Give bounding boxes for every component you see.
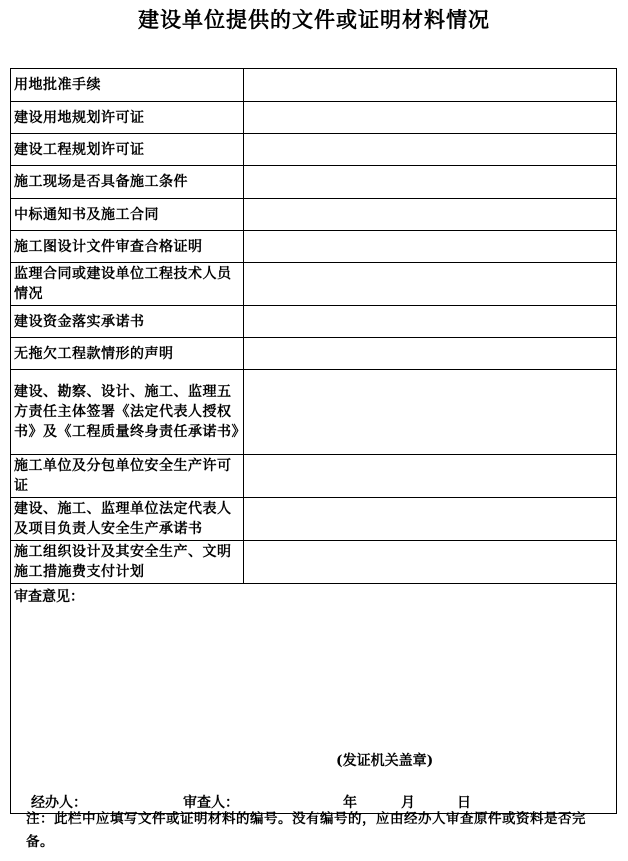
reviewer-label: 审查人：: [183, 795, 239, 811]
review-opinion-label: 审查意见：: [14, 589, 84, 605]
row-value-cell[interactable]: [244, 231, 617, 263]
row-label: 监理合同或建设单位工程技术人员情况: [11, 263, 244, 306]
table-row: [11, 370, 617, 455]
row-value-cell[interactable]: [244, 263, 617, 306]
row-label: 施工组织设计及其安全生产、文明施工措施费支付计划: [11, 541, 244, 584]
seal-caption: (发证机关盖章): [336, 753, 434, 769]
row-label: 施工单位及分包单位安全生产许可证: [11, 455, 244, 498]
review-cell[interactable]: [11, 584, 617, 814]
row-label: 建设用地规划许可证: [11, 102, 244, 134]
table-row: [11, 231, 617, 263]
documents-table: [10, 68, 617, 814]
table-row: [11, 134, 617, 166]
table-row: [11, 306, 617, 338]
row-value-cell[interactable]: [244, 455, 617, 498]
row-value-cell[interactable]: [244, 134, 617, 166]
table-row: [11, 102, 617, 134]
table-row: [11, 541, 617, 584]
row-value-cell[interactable]: [244, 199, 617, 231]
row-value-cell[interactable]: [244, 102, 617, 134]
row-value-cell[interactable]: [244, 166, 617, 199]
table-row: [11, 263, 617, 306]
table-row: [11, 199, 617, 231]
table-row: [11, 498, 617, 541]
review-row: [11, 584, 617, 814]
row-label: 施工现场是否具备施工条件: [11, 166, 244, 199]
handler-label: 经办人：: [31, 795, 87, 811]
row-label: 建设、施工、监理单位法定代表人及项目负责人安全生产承诺书: [11, 498, 244, 541]
row-label: 建设工程规划许可证: [11, 134, 244, 166]
row-label: 用地批准手续: [11, 69, 244, 102]
row-label: 建设、勘察、设计、施工、监理五方责任主体签署《法定代表人授权书》及《工程质量终身责任承诺书》: [11, 370, 244, 455]
year-label: 年: [343, 795, 357, 811]
row-value-cell[interactable]: [244, 370, 617, 455]
row-label: 施工图设计文件审查合格证明: [11, 231, 244, 263]
table-row: [11, 455, 617, 498]
row-value-cell[interactable]: [244, 338, 617, 370]
table-row: [11, 69, 617, 102]
footnote: 注：此栏中应填写文件或证明材料的编号。没有编号的，应由经办人审查原件或资料是否完备。: [26, 811, 586, 850]
row-value-cell[interactable]: [244, 498, 617, 541]
row-label: 无拖欠工程款情形的声明: [11, 338, 244, 370]
table-row: [11, 338, 617, 370]
row-label: 中标通知书及施工合同: [11, 199, 244, 231]
table-row: [11, 166, 617, 199]
row-label: 建设资金落实承诺书: [11, 306, 244, 338]
row-value-cell[interactable]: [244, 541, 617, 584]
month-label: 月: [401, 795, 415, 811]
page-title: 建设单位提供的文件或证明材料情况: [138, 8, 490, 32]
day-label: 日: [457, 795, 471, 811]
row-value-cell[interactable]: [244, 306, 617, 338]
row-value-cell[interactable]: [244, 69, 617, 102]
